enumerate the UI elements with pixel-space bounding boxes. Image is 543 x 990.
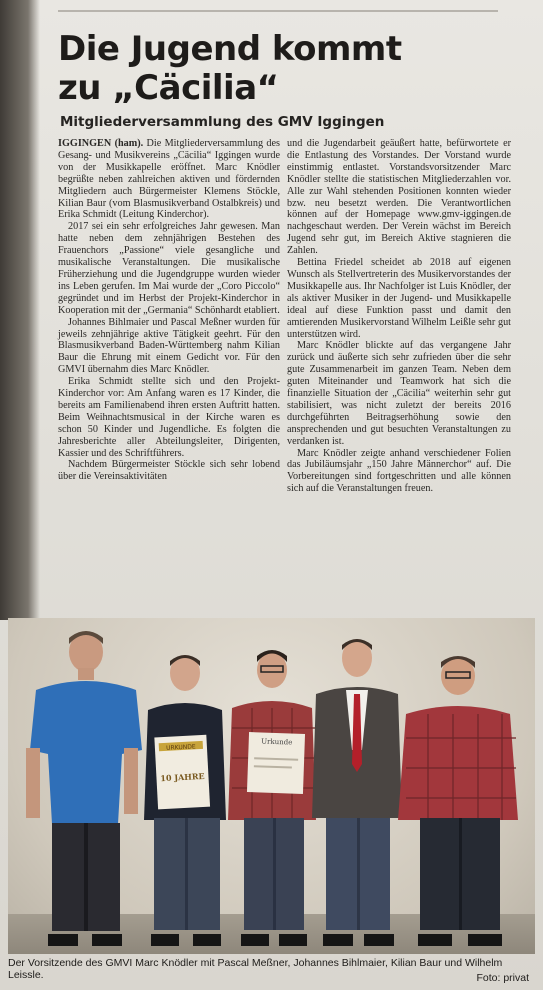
person-kilian-baur xyxy=(312,639,402,946)
person-johannes-bihlmaier xyxy=(228,650,316,946)
paragraph: Erika Schmidt stellte sich und den Projekt-Kinderchor vor: Am Anfang waren es 17 Kinder, die bereits am Familienabend ihren ersten Auftritt hatten. Beim Weihnachtsmusical in der Kirche waren es schon 50 Kinder und Jugendliche. Es folgten die Jahresberichte aller Abteilungsleiter, Dirigenten, Kassier und des Schriftführers. xyxy=(58,376,280,459)
certificate-banner: URKUNDE xyxy=(165,743,196,752)
headline-line-2: zu „Cäcilia“ xyxy=(58,68,279,108)
top-rule xyxy=(58,10,498,12)
subheadline: Mitgliederversammlung des GMV Iggingen xyxy=(60,114,385,130)
person-wilhelm-leissle xyxy=(398,656,518,946)
certificate-right-title: Urkunde xyxy=(261,737,293,747)
paragraph: Johannes Bihlmaier und Pascal Meßner wurden für jeweils zehnjährige aktive Tätigkeit geehrt. Für den Blasmusikverband Baden-Württemberg nahm Kilian Baur die Ehrung mit einem Gedicht vor. Für den GMVI übernahm dies Marc Knödler. xyxy=(58,316,280,376)
person-pascal-messner xyxy=(144,655,226,946)
article-column-left xyxy=(58,138,280,483)
photo-people xyxy=(8,618,535,954)
paragraph-text: Die Mitgliederversammlung des Gesang- und Musikvereins „Cäcilia“ Iggingen wurde von der Musikkapelle eröffnet. Marc Knödler begrüßte neben zahlreichen aktiven und fördernden Mitgliedern auch Bürgermeister Klemens Stöckle, Kilian Baur (vom Blasmusikverband Ostalbkreis) und Erika Schmidt (Leitung Kinderchor). xyxy=(58,138,281,221)
group-photo xyxy=(8,618,535,954)
article-column-right xyxy=(287,138,511,495)
page-edge-shadow xyxy=(0,0,40,620)
paragraph: 2017 sei ein sehr erfolgreiches Jahr gewesen. Man hatte neben dem zehnjährigen Bestehen des Frauenchors „Passione“ viele gesangliche und musikalische Veranstaltungen. Die musikalische Früherziehung und die Jugendgruppe wurden wieder ins Leben gerufen. Im Mai wurde der „Coro Piccolo“ gegründet und im Herbst der Projekt-Kinderchor in Kooperation mit der „Germania“ Schönhardt etabliert. xyxy=(58,221,280,316)
certificate-title: 10 JAHRE xyxy=(160,770,205,784)
photo-credit: Foto: privat xyxy=(476,972,529,984)
photo-caption: Der Vorsitzende des GMVI Marc Knödler mit Pascal Meßner, Johannes Bihlmaier, Kilian Baur und Wilhelm Leissle. xyxy=(8,957,503,981)
person-marc-knoedler xyxy=(26,631,142,946)
paragraph: Bettina Friedel scheidet ab 2018 auf eigenen Wunsch als Stellvertreterin des Musikervorstandes der Musikkapelle aus. Ihr Nachfolger ist Luis Knödler, der als aktiver Musiker in der Jugend- und Musikkapelle ideal auf diese Funktion passt und damit den amtierenden Musikervorstand Wilhelm Leißle sehr gut unterstützen wird. xyxy=(287,257,511,340)
paragraph: Nachdem Bürgermeister Stöckle sich sehr lobend über die Vereinsaktivitäten xyxy=(58,459,280,483)
paragraph xyxy=(58,138,280,221)
headline xyxy=(58,30,518,108)
dateline: IGGINGEN (ham). xyxy=(58,138,144,149)
paragraph: und die Jugendarbeit geäußert hatte, befürwortete er die Entlastung des Vorstandes. Der Vorstand wurde einstimmig entlastet. Vorstandsvorsitzender Marc Knödler stellte die statistischen Mitgliederzahlen vor. Alle zur Wahl stehenden Positionen konnten wieder bzw. neu besetzt werden. Die Verantwortlichen können auf der Homepage www.gmv-iggingen.de nachgeschaut werden. Der Verein wächst im Bereich Jugend sehr gut, im Bereich Aktive stagnieren die Zahlen. xyxy=(287,138,511,257)
headline-line-1: Die Jugend kommt xyxy=(58,29,402,69)
paragraph: Marc Knödler blickte auf das vergangene Jahr zurück und äußerte sich sehr zufrieden über die sehr gute Zusammenarbeit im ganzen Team. Neben dem guten Miteinander und Teamwork hat sich die finanzielle Situation der „Cäcilia“ weiterhin sehr gut stabilisiert, was nicht zuletzt der bereits 2016 durchgeführten Beitragserhöhung sowie den ansprechenden und gut besuchten Veranstaltungen zu verdanken ist. xyxy=(287,340,511,447)
paragraph: Marc Knödler zeigte anhand verschiedener Folien das Jubiläumsjahr „150 Jahre Männerchor“ auf. Die Vorbereitungen sind fortgeschritten und alle können sich auf die Veranstaltungen freuen. xyxy=(287,447,511,495)
